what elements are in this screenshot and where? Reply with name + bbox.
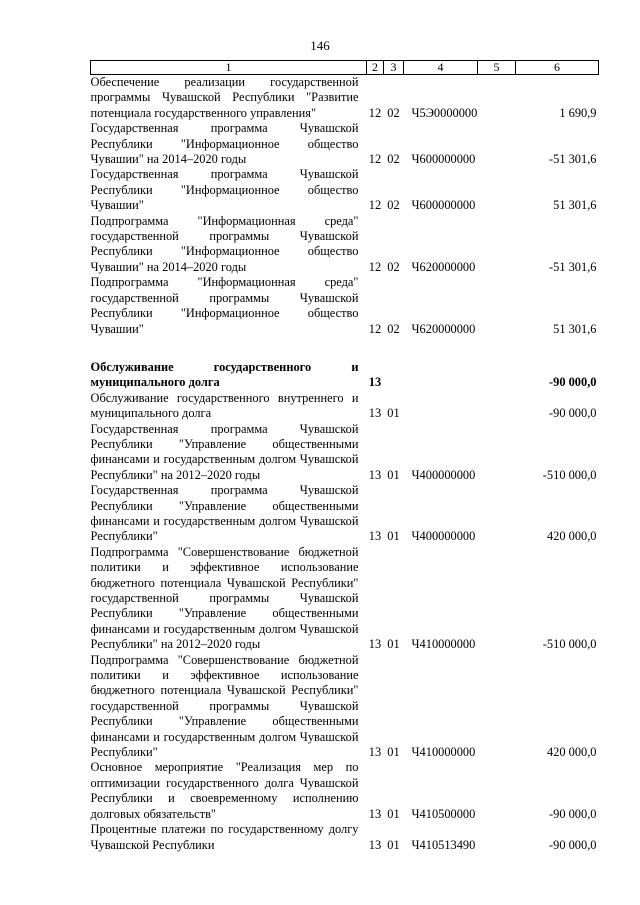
section-code-cell: 13 — [368, 806, 382, 821]
table-row — [91, 653, 599, 761]
amount-cell: -51 301,6 — [549, 259, 597, 274]
amount-cell: -90 000,0 — [549, 375, 597, 390]
target-article-cell: Ч410500000 — [411, 806, 476, 821]
expense-type-cell — [478, 483, 516, 545]
target-article-cell: Ч600000000 — [411, 198, 476, 213]
header-cell: 1 — [91, 61, 367, 75]
section-code-cell: 13 — [368, 375, 382, 390]
amount-cell: 51 301,6 — [553, 198, 597, 213]
subsection-code-cell: 02 — [387, 105, 400, 120]
target-article-cell: Ч400000000 — [411, 467, 476, 482]
subsection-code-cell: 01 — [387, 745, 400, 760]
description-cell: Основное мероприятие "Реализация мер по оптимизации государственного долга Чувашской Республики и своевременному исполнению долговых обязательств" — [90, 760, 359, 821]
target-article-cell: Ч410000000 — [411, 745, 476, 760]
description-cell: Подпрограмма "Совершенствование бюджетной политики и эффективное использование бюджетного потенциала Чувашской Республики" государственной программы Чувашской Республики "Управление общественными финансами и государственным долгом Чувашской Республики" — [90, 652, 359, 760]
expense-type-cell — [478, 653, 516, 761]
description-cell: Подпрограмма "Информационная среда" государственной программы Чувашской Республики "Информационное общество Чувашии" на 2014–2020 годы — [90, 213, 359, 274]
target-article-cell: Ч410000000 — [411, 637, 476, 652]
subsection-code-cell: 01 — [387, 837, 400, 852]
section-code-cell: 13 — [368, 529, 382, 544]
amount-cell: -510 000,0 — [542, 467, 597, 482]
spacer-cell — [91, 337, 599, 360]
target-article-cell: Ч400000000 — [411, 529, 476, 544]
description-cell: Обслуживание государственного внутреннего и муниципального долга — [90, 390, 359, 421]
table-row — [91, 121, 599, 167]
table-spacer-row — [91, 337, 599, 360]
expense-type-cell — [478, 422, 516, 484]
budget-table — [90, 60, 599, 853]
target-article-cell: Ч600000000 — [411, 152, 476, 167]
table-row — [91, 360, 599, 391]
description-cell: Государственная программа Чувашской Республики "Управление общественными финансами и государственным долгом Чувашской Республики" на 2012–2020 годы — [90, 421, 359, 482]
description-cell: Государственная программа Чувашской Республики "Информационное общество Чувашии" — [90, 167, 359, 213]
table-row — [91, 545, 599, 653]
description-cell: Обслуживание государственного и муниципального долга — [90, 359, 359, 390]
subsection-code-cell: 02 — [387, 198, 400, 213]
table-row — [91, 422, 599, 484]
description-cell: Подпрограмма "Совершенствование бюджетной политики и эффективное использование бюджетного потенциала Чувашской Республики" государственной программы Чувашской Республики "Управление общественными финансами и государственным долгом Чувашской Республики" на 2012–2020 годы — [90, 544, 359, 652]
subsection-code-cell: 02 — [387, 259, 400, 274]
section-code-cell: 12 — [368, 321, 382, 336]
table-header-row — [91, 61, 599, 75]
amount-cell: -90 000,0 — [549, 837, 597, 852]
header-cell: 3 — [384, 61, 404, 75]
section-code-cell: 13 — [368, 837, 382, 852]
description-cell: Процентные платежи по государственному долгу Чувашской Республики — [90, 822, 359, 852]
subsection-code-cell: 02 — [387, 152, 400, 167]
expense-type-cell — [478, 545, 516, 653]
description-cell: Подпрограмма "Информационная среда" государственной программы Чувашской Республики "Информационное общество Чувашии" — [90, 275, 359, 336]
page-number: 146 — [310, 38, 330, 53]
subsection-code-cell: 02 — [387, 321, 400, 336]
amount-cell: 420 000,0 — [546, 529, 597, 544]
subsection-code-cell: 01 — [387, 529, 400, 544]
amount-cell: -90 000,0 — [549, 806, 597, 821]
amount-cell: -51 301,6 — [549, 152, 597, 167]
table-row — [91, 275, 599, 337]
expense-type-cell — [478, 822, 516, 853]
expense-type-cell — [478, 167, 516, 213]
header-cell: 6 — [516, 61, 599, 75]
section-code-cell: 12 — [368, 198, 382, 213]
amount-cell: 1 690,9 — [559, 105, 597, 120]
subsection-code-cell — [384, 360, 404, 391]
section-code-cell: 12 — [368, 259, 382, 274]
section-code-cell: 13 — [368, 467, 382, 482]
subsection-code-cell: 01 — [387, 806, 400, 821]
amount-cell: 420 000,0 — [546, 745, 597, 760]
table-row — [91, 391, 599, 422]
expense-type-cell — [478, 360, 516, 391]
section-code-cell: 13 — [368, 745, 382, 760]
target-article-cell: Ч410513490 — [411, 837, 476, 852]
table-row — [91, 214, 599, 276]
table-body — [91, 75, 599, 853]
table-row — [91, 167, 599, 213]
header-cell: 5 — [478, 61, 516, 75]
table-row — [91, 822, 599, 853]
section-code-cell: 12 — [368, 152, 382, 167]
description-cell: Государственная программа Чувашской Республики "Информационное общество Чувашии" на 2014–2020 годы — [90, 121, 359, 167]
table-row — [91, 760, 599, 822]
subsection-code-cell: 01 — [387, 406, 400, 421]
header-cell: 2 — [367, 61, 384, 75]
description-cell: Обеспечение реализации государственной программы Чувашской Республики "Развитие потенциала государственного управления" — [90, 75, 359, 120]
subsection-code-cell: 01 — [387, 637, 400, 652]
expense-type-cell — [478, 760, 516, 822]
amount-cell: 51 301,6 — [553, 321, 597, 336]
target-article-cell: Ч5Э0000000 — [411, 105, 478, 120]
amount-cell: -90 000,0 — [549, 406, 597, 421]
table-row — [91, 75, 599, 122]
expense-type-cell — [478, 214, 516, 276]
target-article-cell — [404, 360, 478, 391]
target-article-cell: Ч620000000 — [411, 321, 476, 336]
expense-type-cell — [478, 75, 516, 122]
target-article-cell: Ч620000000 — [411, 259, 476, 274]
expense-type-cell — [478, 121, 516, 167]
header-cell: 4 — [404, 61, 478, 75]
expense-type-cell — [478, 275, 516, 337]
table-row — [91, 483, 599, 545]
section-code-cell: 13 — [368, 406, 382, 421]
section-code-cell: 13 — [368, 637, 382, 652]
target-article-cell — [404, 391, 478, 422]
description-cell: Государственная программа Чувашской Республики "Управление общественными финансами и государственным долгом Чувашской Республики" — [90, 483, 359, 544]
amount-cell: -510 000,0 — [542, 637, 597, 652]
expense-type-cell — [478, 391, 516, 422]
subsection-code-cell: 01 — [387, 467, 400, 482]
section-code-cell: 12 — [368, 105, 382, 120]
